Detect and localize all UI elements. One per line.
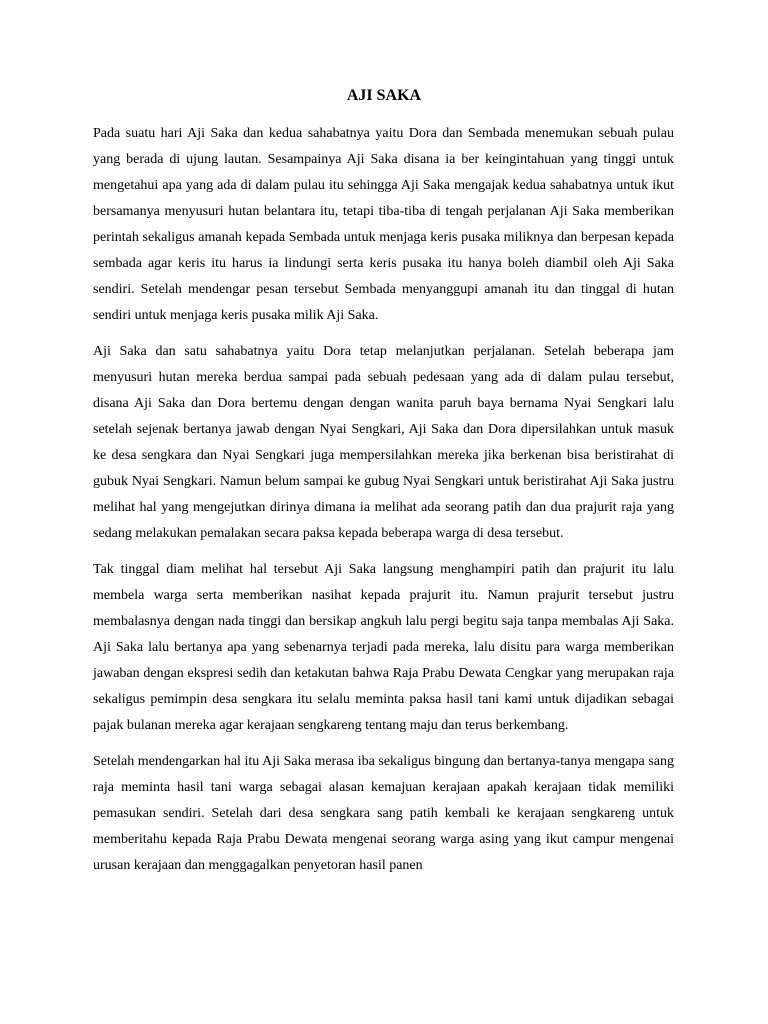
paragraph: Pada suatu hari Aji Saka dan kedua sahabatnya yaitu Dora dan Sembada menemukan sebuah pulau yang berada di ujung lautan. Sesampainya Aji Saka disana ia ber keingintahuan yang tinggi untuk mengetahui apa yang ada di dalam pulau itu sehingga Aji Saka mengajak kedua sahabatnya untuk ikut bersamanya menyusuri hutan belantara itu, tetapi tiba-tiba di tengah perjalanan Aji Saka memberikan perintah sekaligus amanah kepada Sembada untuk menjaga keris pusaka miliknya dan berpesan kepada sembada agar keris itu harus ia lindungi serta keris pusaka itu hanya boleh diambil oleh Aji Saka sendiri. Setelah mendengar pesan tersebut Sembada menyanggupi amanah itu dan tinggal di hutan sendiri untuk menjaga keris pusaka milik Aji Saka. bbox=[93, 126, 674, 323]
paragraph: Setelah mendengarkan hal itu Aji Saka merasa iba sekaligus bingung dan bertanya-tanya mengapa sang raja meminta hasil tani warga sebagai alasan kemajuan kerajaan apakah kerajaan tidak memiliki pemasukan sendiri. Setelah dari desa sengkara sang patih kembali ke kerajaan sengkareng untuk memberitahu kepada Raja Prabu Dewata mengenai seorang warga asing yang ikut campur mengenai urusan kerajaan dan menggagalkan penyetoran hasil panen bbox=[93, 754, 674, 873]
paragraph: Aji Saka dan satu sahabatnya yaitu Dora tetap melanjutkan perjalanan. Setelah beberapa jam menyusuri hutan mereka berdua sampai pada sebuah pedesaan yang ada di dalam pulau tersebut, disana Aji Saka dan Dora bertemu dengan dengan wanita paruh baya bernama Nyai Sengkari lalu setelah sejenak bertanya jawab dengan Nyai Sengkari, Aji Saka dan Dora dipersilahkan untuk masuk ke desa sengkara dan Nyai Sengkari juga mempersilahkan mereka jika berkenan bisa beristirahat di gubuk Nyai Sengkari. Namun belum sampai ke gubug Nyai Sengkari untuk beristirahat Aji Saka justru melihat hal yang mengejutkan dirinya dimana ia melihat ada seorang patih dan dua prajurit raja yang sedang melakukan pemalakan secara paksa kepada beberapa warga di desa tersebut. bbox=[93, 344, 674, 541]
paragraph: Tak tinggal diam melihat hal tersebut Aji Saka langsung menghampiri patih dan prajurit itu lalu membela warga serta memberikan nasihat kepada prajurit itu. Namun prajurit tersebut justru membalasnya dengan nada tinggi dan bersikap angkuh lalu pergi begitu saja tanpa membalas Aji Saka. Aji Saka lalu bertanya apa yang sebenarnya terjadi pada mereka, lalu disitu para warga memberikan jawaban dengan ekspresi sedih dan ketakutan bahwa Raja Prabu Dewata Cengkar yang merupakan raja sekaligus pemimpin desa sengkara itu selalu meminta paksa hasil tani kami untuk dijadikan sebagai pajak bulanan mereka agar kerajaan sengkareng tentang maju dan terus berkembang. bbox=[93, 562, 674, 733]
document-body bbox=[93, 121, 674, 889]
document-title: AJI SAKA bbox=[346, 87, 422, 104]
